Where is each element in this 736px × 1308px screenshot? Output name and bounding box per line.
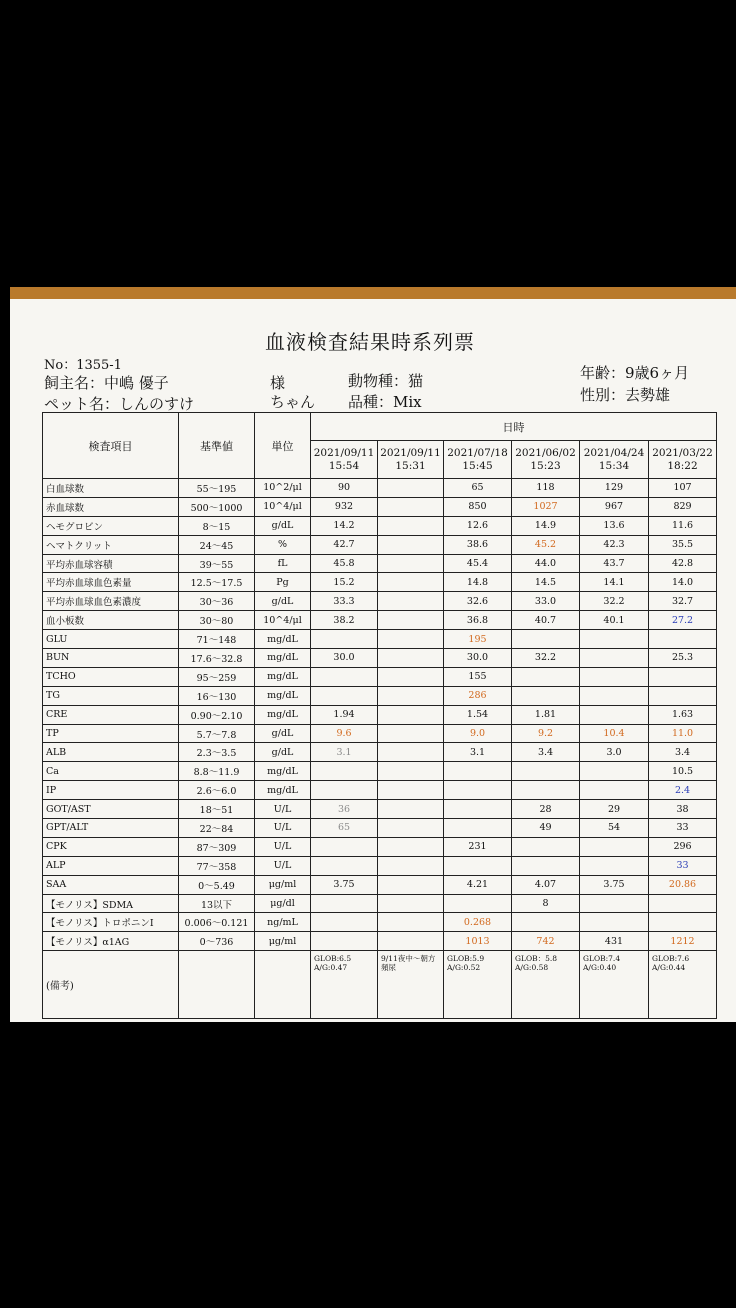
table-row: [43, 837, 717, 856]
result-cell: [378, 724, 444, 743]
result-cell: [378, 516, 444, 535]
result-cell: 45.8: [311, 554, 378, 573]
date-header-1: [311, 441, 378, 479]
result-cell: [378, 667, 444, 686]
table-row: [43, 743, 717, 762]
result-cell: [378, 649, 444, 668]
result-cell: [580, 781, 649, 800]
result-cell: [444, 762, 512, 781]
row-ref: 2.3〜3.5: [179, 743, 255, 762]
result-cell: 25.3: [649, 649, 717, 668]
result-cell: [378, 932, 444, 951]
result-cell: 27.2: [649, 611, 717, 630]
row-item: 平均赤血球血色素量: [43, 573, 179, 592]
date-value: 2021/09/11: [380, 446, 441, 459]
result-cell: 33: [649, 856, 717, 875]
result-cell: 40.1: [580, 611, 649, 630]
result-cell: [378, 856, 444, 875]
result-cell: [378, 800, 444, 819]
result-cell: [580, 913, 649, 932]
row-unit: U/L: [255, 819, 311, 838]
breed: 品種：Mix: [348, 393, 422, 411]
result-cell: [512, 856, 580, 875]
result-cell: [512, 781, 580, 800]
result-cell: [378, 781, 444, 800]
row-ref: 77〜358: [179, 856, 255, 875]
pet-name: ペット名：しんのすけ: [44, 395, 195, 413]
table-row: [43, 724, 717, 743]
row-ref: 18〜51: [179, 800, 255, 819]
table-row: [43, 686, 717, 705]
row-unit: μg/dl: [255, 894, 311, 913]
result-cell: 850: [444, 497, 512, 516]
row-item: BUN: [43, 649, 179, 668]
result-cell: [378, 875, 444, 894]
result-cell: 14.9: [512, 516, 580, 535]
table-row: [43, 932, 717, 951]
result-cell: 3.4: [649, 743, 717, 762]
result-cell: 14.2: [311, 516, 378, 535]
table-row: [43, 705, 717, 724]
result-cell: 65: [311, 819, 378, 838]
result-cell: 29: [580, 800, 649, 819]
result-cell: 90: [311, 479, 378, 498]
result-cell: 1.63: [649, 705, 717, 724]
table-row: [43, 535, 717, 554]
row-unit: mg/dL: [255, 630, 311, 649]
result-cell: 195: [444, 630, 512, 649]
table-row: [43, 781, 717, 800]
row-ref: 39〜55: [179, 554, 255, 573]
result-cell: 14.0: [649, 573, 717, 592]
header-reference: 基準値: [179, 413, 255, 479]
row-item: Ca: [43, 762, 179, 781]
result-cell: 42.3: [580, 535, 649, 554]
result-cell: 118: [512, 479, 580, 498]
result-cell: 43.7: [580, 554, 649, 573]
result-cell: [378, 497, 444, 516]
result-cell: 14.5: [512, 573, 580, 592]
table-row: [43, 479, 717, 498]
pet-suffix: ちゃん: [270, 393, 316, 411]
result-cell: 2.4: [649, 781, 717, 800]
row-item: 血小板数: [43, 611, 179, 630]
result-cell: [649, 630, 717, 649]
remarks-empty: [255, 951, 311, 1019]
row-item: 【モノリス】SDMA: [43, 894, 179, 913]
result-cell: 3.75: [311, 875, 378, 894]
row-ref: 16〜130: [179, 686, 255, 705]
result-cell: 42.7: [311, 535, 378, 554]
species: 動物種：猫: [348, 372, 424, 390]
result-cell: 14.8: [444, 573, 512, 592]
table-row: [43, 649, 717, 668]
time-value: 15:23: [530, 459, 561, 472]
result-cell: [580, 762, 649, 781]
time-value: 15:45: [462, 459, 493, 472]
row-ref: 30〜80: [179, 611, 255, 630]
remark-cell: GLOB:5.9 A/G:0.52: [444, 951, 512, 1019]
result-cell: 829: [649, 497, 717, 516]
result-cell: [378, 686, 444, 705]
table-row: [43, 894, 717, 913]
result-cell: [311, 667, 378, 686]
date-value: 2021/07/18: [447, 446, 508, 459]
row-item: 【モノリス】トロポニンI: [43, 913, 179, 932]
result-cell: 129: [580, 479, 649, 498]
row-ref: 24〜45: [179, 535, 255, 554]
result-cell: 38: [649, 800, 717, 819]
result-cell: 431: [580, 932, 649, 951]
table-row: [43, 611, 717, 630]
result-cell: 45.2: [512, 535, 580, 554]
header-unit: 単位: [255, 413, 311, 479]
result-cell: 107: [649, 479, 717, 498]
result-cell: 54: [580, 819, 649, 838]
row-ref: 71〜148: [179, 630, 255, 649]
result-cell: 32.2: [512, 649, 580, 668]
row-ref: 95〜259: [179, 667, 255, 686]
result-cell: 742: [512, 932, 580, 951]
result-cell: [311, 781, 378, 800]
table-row: [43, 819, 717, 838]
result-cell: [378, 535, 444, 554]
age: 年齢：9歳6ヶ月: [580, 364, 690, 382]
sex: 性別：去勢雄: [580, 386, 671, 404]
result-cell: 3.4: [512, 743, 580, 762]
result-cell: [378, 762, 444, 781]
result-cell: 1212: [649, 932, 717, 951]
result-cell: [311, 856, 378, 875]
result-cell: [311, 630, 378, 649]
row-item: ヘモグロビン: [43, 516, 179, 535]
remark-cell: GLOB:7.6 A/G:0.44: [649, 951, 717, 1019]
result-cell: [444, 819, 512, 838]
row-unit: μg/ml: [255, 875, 311, 894]
result-cell: [311, 762, 378, 781]
result-cell: [378, 894, 444, 913]
result-cell: 33.3: [311, 592, 378, 611]
date-header-5: [580, 441, 649, 479]
row-unit: mg/dL: [255, 667, 311, 686]
result-cell: [378, 630, 444, 649]
table-row: [43, 516, 717, 535]
result-cell: 8: [512, 894, 580, 913]
result-cell: [580, 667, 649, 686]
result-cell: [512, 837, 580, 856]
result-cell: 9.0: [444, 724, 512, 743]
row-unit: ng/mL: [255, 913, 311, 932]
row-item: ヘマトクリット: [43, 535, 179, 554]
row-unit: U/L: [255, 837, 311, 856]
result-cell: 45.4: [444, 554, 512, 573]
result-cell: 49: [512, 819, 580, 838]
result-cell: [649, 667, 717, 686]
table-row: [43, 762, 717, 781]
table-row: [43, 497, 717, 516]
result-cell: [378, 837, 444, 856]
remark-cell: GLOB:7.4 A/G:0.40: [580, 951, 649, 1019]
result-cell: [649, 894, 717, 913]
result-cell: 14.1: [580, 573, 649, 592]
result-cell: 1.54: [444, 705, 512, 724]
result-cell: 3.1: [311, 743, 378, 762]
result-cell: [580, 705, 649, 724]
result-cell: [311, 837, 378, 856]
result-cell: 296: [649, 837, 717, 856]
page-title: 血液検査結果時系列票: [265, 330, 475, 354]
row-item: TP: [43, 724, 179, 743]
result-cell: 15.2: [311, 573, 378, 592]
row-item: 平均赤血球容積: [43, 554, 179, 573]
row-item: CPK: [43, 837, 179, 856]
result-cell: [580, 649, 649, 668]
remarks-empty: [179, 951, 255, 1019]
result-cell: 11.0: [649, 724, 717, 743]
row-unit: Pg: [255, 573, 311, 592]
row-unit: mg/dL: [255, 762, 311, 781]
row-item: 白血球数: [43, 479, 179, 498]
row-unit: U/L: [255, 856, 311, 875]
result-cell: 28: [512, 800, 580, 819]
result-cell: 4.21: [444, 875, 512, 894]
result-cell: 967: [580, 497, 649, 516]
row-item: 赤血球数: [43, 497, 179, 516]
result-cell: [311, 894, 378, 913]
remark-cell: GLOB:6.5 A/G:0.47: [311, 951, 378, 1019]
result-cell: 36.8: [444, 611, 512, 630]
row-ref: 17.6〜32.8: [179, 649, 255, 668]
record-number: No：1355-1: [44, 358, 122, 373]
result-cell: 3.1: [444, 743, 512, 762]
result-cell: 12.6: [444, 516, 512, 535]
result-cell: 1027: [512, 497, 580, 516]
row-ref: 87〜309: [179, 837, 255, 856]
background-strip: [10, 287, 736, 299]
row-unit: 10^2/μl: [255, 479, 311, 498]
result-cell: [378, 705, 444, 724]
row-unit: mg/dL: [255, 649, 311, 668]
row-item: CRE: [43, 705, 179, 724]
result-cell: [512, 630, 580, 649]
table-row: [43, 630, 717, 649]
row-item: IP: [43, 781, 179, 800]
table-row: [43, 875, 717, 894]
result-cell: 155: [444, 667, 512, 686]
result-cell: 30.0: [311, 649, 378, 668]
result-cell: 36: [311, 800, 378, 819]
row-ref: 30〜36: [179, 592, 255, 611]
row-ref: 13以下: [179, 894, 255, 913]
row-ref: 0〜5.49: [179, 875, 255, 894]
result-cell: 932: [311, 497, 378, 516]
row-unit: 10^4/μl: [255, 611, 311, 630]
date-header-6: [649, 441, 717, 479]
row-unit: fL: [255, 554, 311, 573]
row-item: ALP: [43, 856, 179, 875]
row-unit: g/dL: [255, 743, 311, 762]
time-value: 15:54: [328, 459, 360, 472]
result-cell: [378, 819, 444, 838]
result-cell: 40.7: [512, 611, 580, 630]
date-value: 2021/06/02: [515, 446, 576, 459]
result-cell: 1013: [444, 932, 512, 951]
result-cell: [311, 932, 378, 951]
row-item: 【モノリス】α1AG: [43, 932, 179, 951]
row-unit: μg/ml: [255, 932, 311, 951]
owner-suffix: 様: [270, 374, 286, 392]
result-cell: [444, 800, 512, 819]
result-cell: [580, 630, 649, 649]
row-ref: 55〜195: [179, 479, 255, 498]
result-cell: 0.268: [444, 913, 512, 932]
result-cell: 33: [649, 819, 717, 838]
time-value: 15:31: [395, 459, 426, 472]
table-row: [43, 592, 717, 611]
result-cell: 42.8: [649, 554, 717, 573]
row-ref: 12.5〜17.5: [179, 573, 255, 592]
row-unit: g/dL: [255, 592, 311, 611]
result-cell: [378, 913, 444, 932]
result-cell: 3.0: [580, 743, 649, 762]
result-cell: [580, 856, 649, 875]
result-cell: 30.0: [444, 649, 512, 668]
table-row: [43, 667, 717, 686]
result-cell: 20.86: [649, 875, 717, 894]
result-cell: [378, 611, 444, 630]
result-cell: 3.75: [580, 875, 649, 894]
row-item: GOT/AST: [43, 800, 179, 819]
result-cell: 38.2: [311, 611, 378, 630]
result-cell: 231: [444, 837, 512, 856]
result-cell: 1.81: [512, 705, 580, 724]
row-item: TCHO: [43, 667, 179, 686]
results-table: [42, 412, 717, 1019]
date-header-2: [378, 441, 444, 479]
date-header-3: [444, 441, 512, 479]
row-ref: 22〜84: [179, 819, 255, 838]
result-cell: 35.5: [649, 535, 717, 554]
row-ref: 500〜1000: [179, 497, 255, 516]
result-cell: [580, 894, 649, 913]
row-ref: 0.90〜2.10: [179, 705, 255, 724]
row-ref: 8.8〜11.9: [179, 762, 255, 781]
result-cell: [444, 894, 512, 913]
row-item: GPT/ALT: [43, 819, 179, 838]
result-cell: 9.2: [512, 724, 580, 743]
result-cell: [378, 479, 444, 498]
remark-cell: 9/11夜中〜朝方頻尿: [378, 951, 444, 1019]
table-row: [43, 554, 717, 573]
result-cell: [444, 856, 512, 875]
row-unit: g/dL: [255, 516, 311, 535]
remarks-row: [43, 951, 717, 1019]
result-cell: [311, 686, 378, 705]
result-cell: 44.0: [512, 554, 580, 573]
result-cell: [580, 686, 649, 705]
result-cell: [378, 743, 444, 762]
row-ref: 5.7〜7.8: [179, 724, 255, 743]
result-cell: 32.6: [444, 592, 512, 611]
result-cell: [512, 667, 580, 686]
result-cell: [649, 913, 717, 932]
result-cell: [512, 913, 580, 932]
date-header-4: [512, 441, 580, 479]
result-cell: 10.5: [649, 762, 717, 781]
table-row: [43, 856, 717, 875]
row-unit: mg/dL: [255, 705, 311, 724]
result-cell: 1.94: [311, 705, 378, 724]
result-cell: 11.6: [649, 516, 717, 535]
owner-name: 飼主名：中嶋 優子: [44, 374, 169, 392]
row-unit: g/dL: [255, 724, 311, 743]
date-value: 2021/09/11: [313, 446, 375, 459]
time-value: 18:22: [667, 459, 698, 472]
result-cell: [378, 554, 444, 573]
row-item: 平均赤血球血色素濃度: [43, 592, 179, 611]
result-cell: [378, 573, 444, 592]
result-cell: [378, 592, 444, 611]
row-unit: mg/dL: [255, 781, 311, 800]
time-value: 15:34: [598, 459, 630, 472]
row-ref: 2.6〜6.0: [179, 781, 255, 800]
header-datetime: 日時: [311, 413, 717, 441]
row-unit: 10^4/μl: [255, 497, 311, 516]
remarks-label: (備考): [43, 951, 179, 1019]
row-item: TG: [43, 686, 179, 705]
row-item: SAA: [43, 875, 179, 894]
row-unit: mg/dL: [255, 686, 311, 705]
result-cell: 9.6: [311, 724, 378, 743]
result-cell: [444, 781, 512, 800]
result-cell: 38.6: [444, 535, 512, 554]
result-cell: 286: [444, 686, 512, 705]
row-item: ALB: [43, 743, 179, 762]
row-ref: 0.006〜0.121: [179, 913, 255, 932]
result-cell: [512, 686, 580, 705]
result-cell: [311, 913, 378, 932]
result-cell: 32.2: [580, 592, 649, 611]
result-cell: 10.4: [580, 724, 649, 743]
date-value: 2021/04/24: [583, 446, 645, 459]
table-row: [43, 800, 717, 819]
result-cell: [580, 837, 649, 856]
row-unit: U/L: [255, 800, 311, 819]
date-value: 2021/03/22: [652, 446, 713, 459]
result-cell: 13.6: [580, 516, 649, 535]
header-item: 検査項目: [43, 413, 179, 479]
result-cell: 32.7: [649, 592, 717, 611]
result-cell: [649, 686, 717, 705]
table-row: [43, 913, 717, 932]
result-cell: [512, 762, 580, 781]
remark-cell: GLOB：5.8 A/G:0.58: [512, 951, 580, 1019]
row-ref: 0〜736: [179, 932, 255, 951]
result-cell: 65: [444, 479, 512, 498]
result-cell: 33.0: [512, 592, 580, 611]
result-cell: 4.07: [512, 875, 580, 894]
row-unit: %: [255, 535, 311, 554]
row-ref: 8〜15: [179, 516, 255, 535]
table-row: [43, 573, 717, 592]
row-item: GLU: [43, 630, 179, 649]
